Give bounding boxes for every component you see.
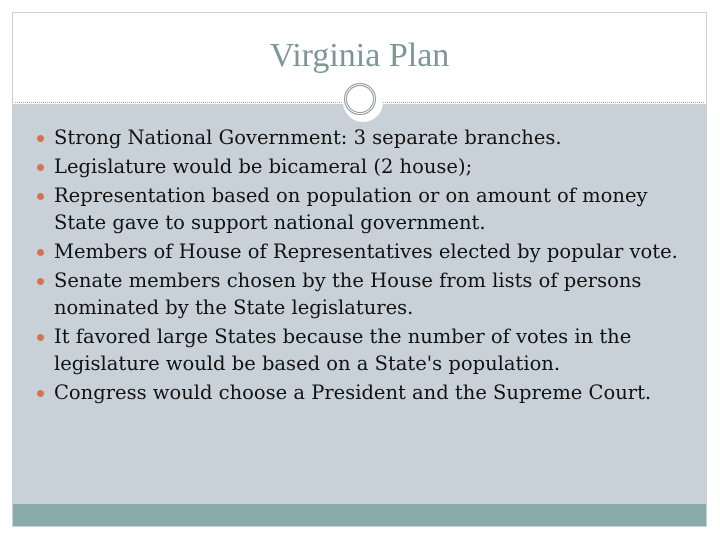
- bullet-icon: [37, 164, 44, 171]
- circle-ornament-icon: [344, 83, 376, 115]
- bullet-list: [35, 124, 692, 408]
- bullet-text: It favored large States because the number of votes in the legislature would be based on a State's population.: [54, 325, 632, 375]
- bullet-text: Congress would choose a President and the Supreme Court.: [54, 381, 652, 404]
- bullet-item: [35, 267, 692, 321]
- bullet-text: Strong National Government: 3 separate branches.: [54, 126, 562, 149]
- bullet-item: [35, 124, 692, 151]
- bullet-item: [35, 153, 692, 180]
- bullet-icon: [37, 334, 44, 341]
- bullet-text: Representation based on population or on amount of money State gave to support national government.: [54, 184, 648, 234]
- slide-title: Virginia Plan: [269, 37, 450, 74]
- footer-band: [13, 504, 706, 526]
- bullet-icon: [37, 249, 44, 256]
- bullet-icon: [37, 135, 44, 142]
- bullet-item: [35, 379, 692, 406]
- bullet-text: Senate members chosen by the House from lists of persons nominated by the State legislatures.: [54, 269, 642, 319]
- bullet-text: Members of House of Representatives elected by popular vote.: [54, 240, 678, 263]
- bullet-icon: [37, 390, 44, 397]
- bullet-item: [35, 323, 692, 377]
- bullet-icon: [37, 278, 44, 285]
- bullet-text: Legislature would be bicameral (2 house);: [54, 155, 473, 178]
- bullet-icon: [37, 193, 44, 200]
- bullet-item: [35, 238, 692, 265]
- slide: [12, 12, 707, 527]
- bullet-item: [35, 182, 692, 236]
